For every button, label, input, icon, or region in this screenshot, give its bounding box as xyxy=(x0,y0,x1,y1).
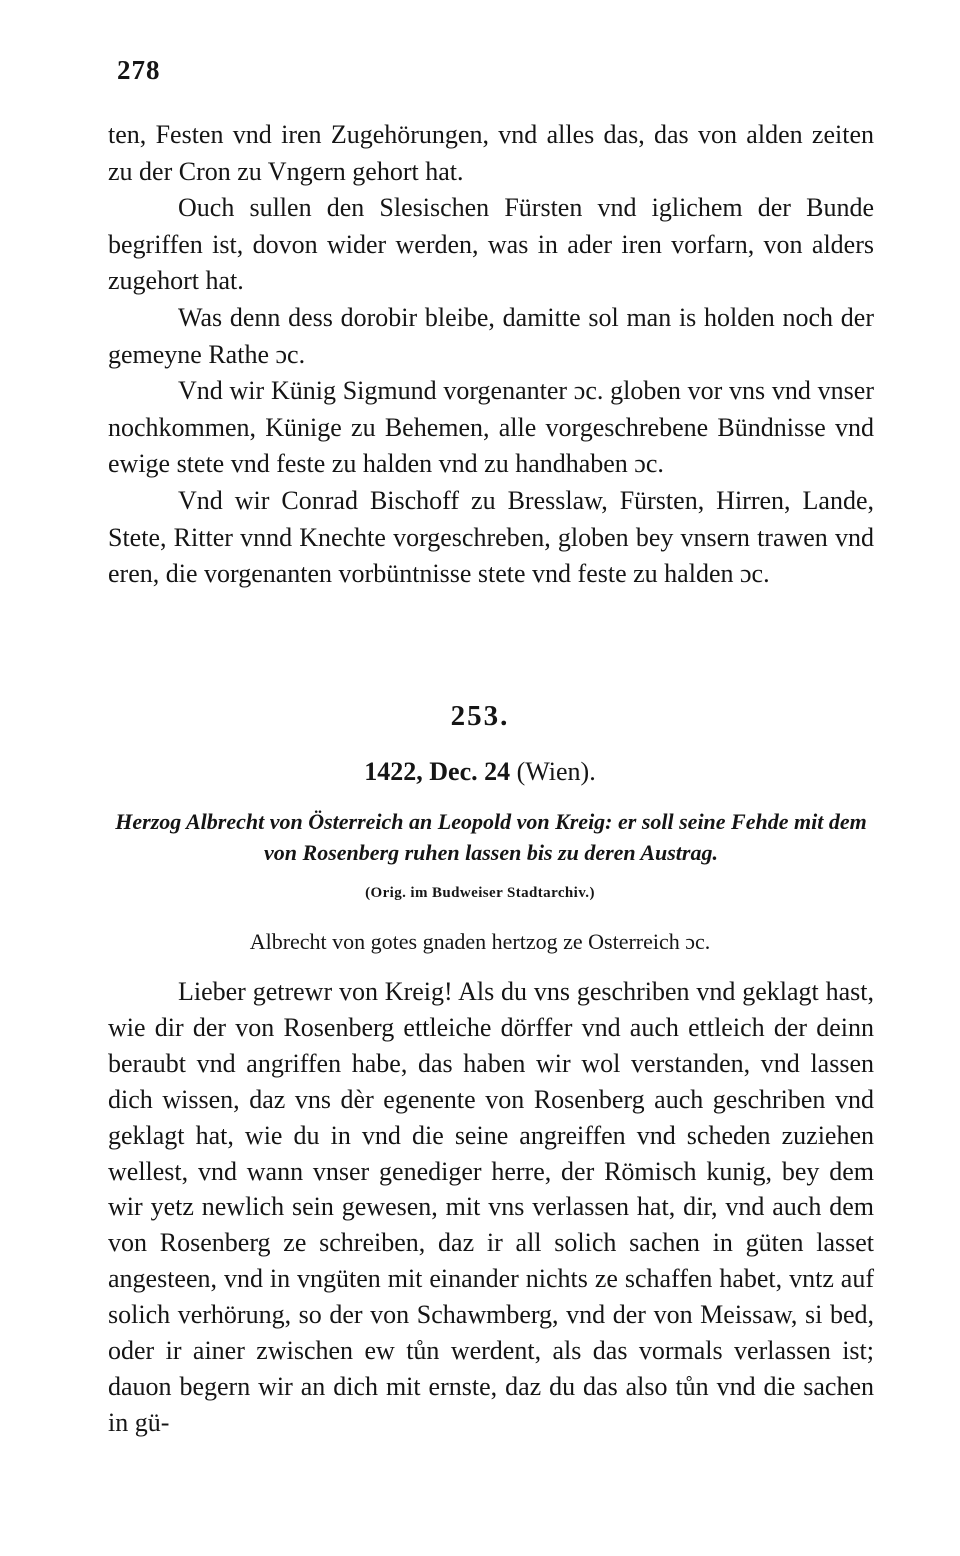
letter-text-block xyxy=(108,974,874,1441)
continued-text-block xyxy=(108,117,874,593)
paragraph-king-sigmund: Vnd wir Künig Sigmund vorgenanter ɔc. globen vor vns vnd vnser nochkommen, Künige zu Behemen, alle vorgeschrebene Bündnisse vnd ewige stete vnd feste zu halden vnd zu handhaben ɔc. xyxy=(108,376,874,479)
salutation-line: Albrecht von gotes gnaden hertzog ze Osterreich ɔc. xyxy=(249,929,711,954)
paragraph-remainder: Was denn dess dorobir bleibe, damitte sol man is holden noch der gemeyne Rathe ɔc. xyxy=(108,302,874,369)
paragraph-continued: ten, Festen vnd iren Zugehörungen, vnd alles das, das von alden zeiten zu der Cron zu Vngern gehort hat. xyxy=(108,120,874,186)
paragraph-silesian-princes: Ouch sullen den Slesischen Fürsten vnd iglichem der Bunde begriffen ist, dovon wider werden, was in ader iren vorfarn, von alders zugehort hat. xyxy=(108,193,874,296)
document-date-line xyxy=(0,757,960,787)
source-note: (Orig. im Budweiser Stadtarchiv.) xyxy=(365,885,595,901)
document-date: 1422, Dec. 24 xyxy=(364,757,511,786)
document-number: 253. xyxy=(450,700,510,732)
page-number: 278 xyxy=(117,55,161,85)
document-place: (Wien). xyxy=(516,757,596,786)
paragraph-bishop-conrad: Vnd wir Conrad Bischoff zu Bresslaw, Fürsten, Hirren, Lande, Stete, Ritter vnnd Knechte vorgeschreben, globen bey vnsern trawen vnd eren, die vorgenanten vorbüntnisse stete vnd feste zu halden ɔc. xyxy=(108,485,874,589)
letter-paragraph: Lieber getrewr von Kreig! Als du vns geschriben vnd geklagt hast, wie dir der von Rosenberg ettleiche dörffer vnd auch ettleich der deinn beraubt vnd angriffen habe, das haben wir wol verstanden, vnd lassen dich wissen, daz vns dèr egenente von Rosenberg auch geschriben vnd geklagt hat, wie du in vnd die seine angreiffen vnd scheden zuziehen wellest, vnd wann vnser genediger herre, der Römisch kunig, bey dem wir yetz newlich sein gewesen, mit vns verlassen hat, dir, vnd auch dem von Rosenberg ze schreiben, daz ir all solich sachen in güten lasset angesteen, vnd in vngüten mit einander nichts ze schaffen habet, vntz auf solich verhörung, so der von Schawmberg, vnd der von Meissaw, si bed, oder ir ainer zwischen ew tůn werdent, als das vormals verlassen ist; dauon begern wir an dich mit ernste, daz du das also tůn vnd die sachen in gü- xyxy=(108,977,874,1437)
document-summary: Herzog Albrecht von Österreich an Leopold von Kreig: er soll seine Fehde mit dem von Rosenberg ruhen lassen bis zu deren Austrag. xyxy=(115,809,867,865)
